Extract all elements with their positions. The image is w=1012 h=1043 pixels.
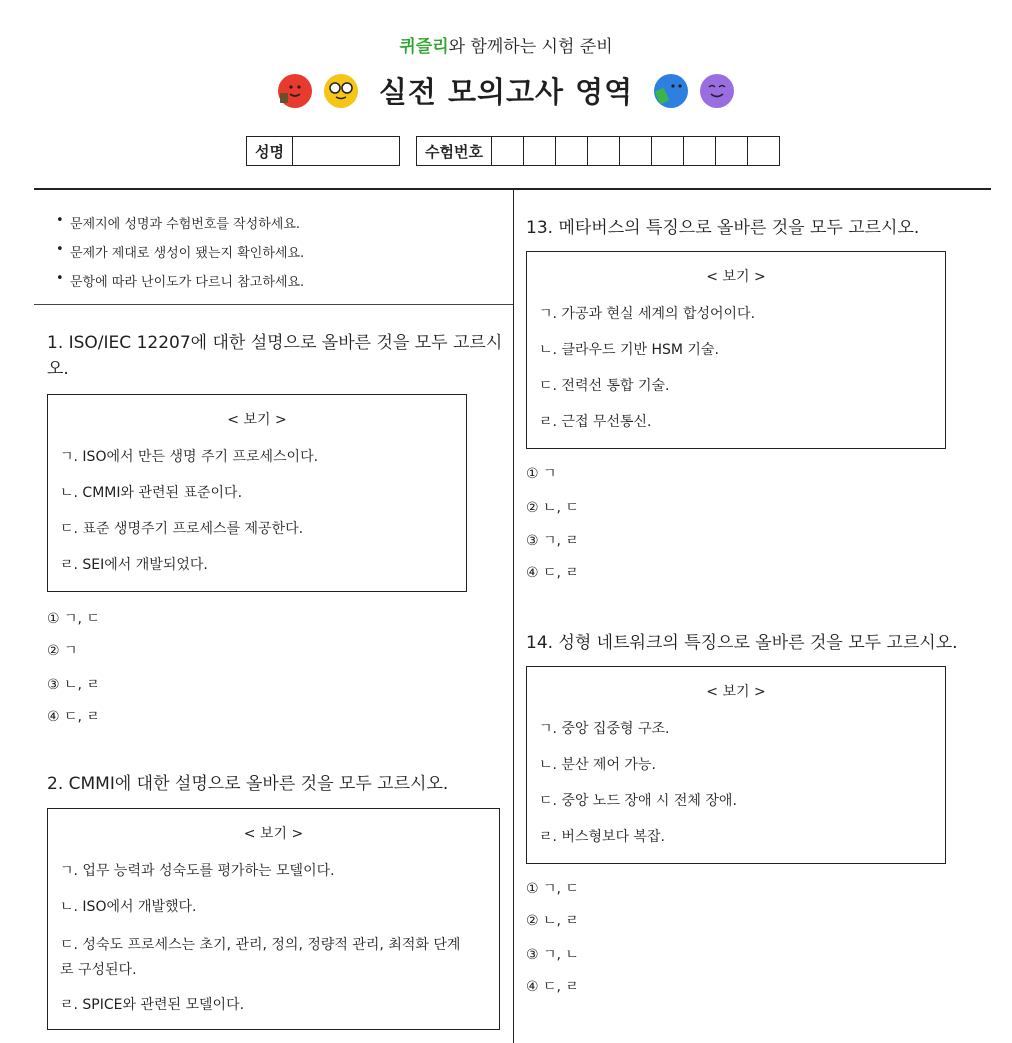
brand-tagline: 와 함께하는 시험 준비 bbox=[448, 37, 613, 57]
name-field[interactable] bbox=[293, 137, 399, 165]
example-header: < 보기 > bbox=[706, 684, 766, 700]
example-item: ㄹ. 버스형보다 복잡. bbox=[539, 829, 665, 845]
example-item: ㄴ. 분산 제어 가능. bbox=[539, 757, 656, 773]
example-item: ㄴ. 클라우드 기반 HSM 기술. bbox=[539, 342, 719, 358]
example-item: ㄷ. 중앙 노드 장애 시 전체 장애. bbox=[539, 793, 737, 809]
option-1[interactable]: ① ㄱ, ㄷ bbox=[47, 611, 100, 627]
question-14-title: 14. 성형 네트워크의 특징으로 올바른 것을 모두 고르시오. bbox=[526, 633, 958, 653]
question-1-title: 1. ISO/IEC 12207에 대한 설명으로 올바른 것을 모두 고르시오. bbox=[47, 333, 503, 379]
brand-name: 퀴즐리 bbox=[399, 37, 449, 57]
example-item: ㄱ. 가공과 현실 세계의 합성어이다. bbox=[539, 306, 756, 322]
column-divider bbox=[513, 190, 514, 1043]
option-3[interactable]: ③ ㄴ, ㄹ bbox=[47, 677, 100, 693]
purple-face-icon bbox=[699, 73, 735, 109]
question-13-title: 13. 메타버스의 특징으로 올바른 것을 모두 고르시오. bbox=[526, 218, 920, 238]
example-item: ㄹ. SEI에서 개발되었다. bbox=[60, 557, 208, 573]
example-item: ㄱ. 업무 능력과 성숙도를 평가하는 모델이다. bbox=[60, 863, 335, 879]
example-item: ㄷ. 전력선 통합 기술. bbox=[539, 378, 670, 394]
exam-number-cell[interactable] bbox=[620, 137, 652, 165]
question-13-example-box bbox=[526, 251, 946, 449]
option-1[interactable]: ① ㄱ bbox=[526, 466, 557, 482]
example-item: ㄷ. 성숙도 프로세스는 초기, 관리, 정의, 정량적 관리, 최적화 단계로 구성된다. bbox=[60, 937, 461, 978]
example-header: < 보기 > bbox=[243, 826, 304, 842]
example-item: ㄹ. SPICE와 관련된 모델이다. bbox=[60, 997, 245, 1013]
option-3[interactable]: ③ ㄱ, ㄴ bbox=[526, 947, 579, 963]
exam-number-cell[interactable] bbox=[684, 137, 716, 165]
question-1-example-box bbox=[47, 394, 467, 592]
question-2-title: 2. CMMI에 대한 설명으로 올바른 것을 모두 고르시오. bbox=[47, 774, 449, 794]
page-title: 실전 모의고사 영역 bbox=[378, 75, 634, 109]
instruction-item: • 문제지에 성명과 수험번호를 작성하세요. bbox=[56, 213, 304, 232]
blue-phone-face-icon bbox=[653, 73, 689, 109]
example-item: ㄴ. CMMI와 관련된 표준이다. bbox=[60, 485, 243, 501]
option-1[interactable]: ① ㄱ, ㄷ bbox=[526, 881, 579, 897]
exam-number-cell[interactable] bbox=[556, 137, 588, 165]
example-item: ㄱ. 중앙 집중형 구조. bbox=[539, 721, 670, 737]
option-2[interactable]: ② ㄴ, ㄹ bbox=[526, 913, 579, 929]
exam-number-cell[interactable] bbox=[492, 137, 524, 165]
name-label: 성명 bbox=[247, 137, 293, 165]
exam-number-cell[interactable] bbox=[716, 137, 748, 165]
option-4[interactable]: ④ ㄷ, ㄹ bbox=[526, 565, 579, 581]
option-2[interactable]: ② ㄴ, ㄷ bbox=[526, 500, 579, 516]
exam-number-label: 수험번호 bbox=[417, 137, 492, 165]
option-4[interactable]: ④ ㄷ, ㄹ bbox=[47, 709, 100, 725]
example-item: ㄹ. 근접 무선통신. bbox=[539, 414, 652, 430]
question-2-example-box bbox=[47, 808, 500, 1030]
option-3[interactable]: ③ ㄱ, ㄹ bbox=[526, 533, 579, 549]
title-row bbox=[0, 70, 1012, 111]
example-item: ㄱ. ISO에서 만든 생명 주기 프로세스이다. bbox=[60, 449, 319, 465]
red-face-icon bbox=[277, 73, 313, 109]
exam-number-cell[interactable] bbox=[524, 137, 556, 165]
notes-divider bbox=[34, 304, 513, 305]
question-14-example-box bbox=[526, 666, 946, 864]
exam-number-box bbox=[416, 136, 780, 166]
name-box bbox=[246, 136, 400, 166]
example-item: ㄴ. ISO에서 개발했다. bbox=[60, 899, 197, 915]
example-header: < 보기 > bbox=[706, 269, 766, 285]
example-header: < 보기 > bbox=[227, 412, 287, 428]
yellow-glasses-face-icon bbox=[323, 73, 359, 109]
instruction-item: • 문항에 따라 난이도가 다르니 참고하세요. bbox=[56, 271, 304, 290]
option-2[interactable]: ② ㄱ bbox=[47, 643, 78, 659]
example-item: ㄷ. 표준 생명주기 프로세스를 제공한다. bbox=[60, 521, 304, 537]
exam-number-cell[interactable] bbox=[652, 137, 684, 165]
brand-line bbox=[0, 32, 1012, 57]
exam-number-cell[interactable] bbox=[748, 137, 779, 165]
exam-number-cell[interactable] bbox=[588, 137, 620, 165]
option-4[interactable]: ④ ㄷ, ㄹ bbox=[526, 979, 579, 995]
instruction-item: • 문제가 제대로 생성이 됐는지 확인하세요. bbox=[56, 242, 304, 261]
instructions-list bbox=[56, 213, 304, 300]
